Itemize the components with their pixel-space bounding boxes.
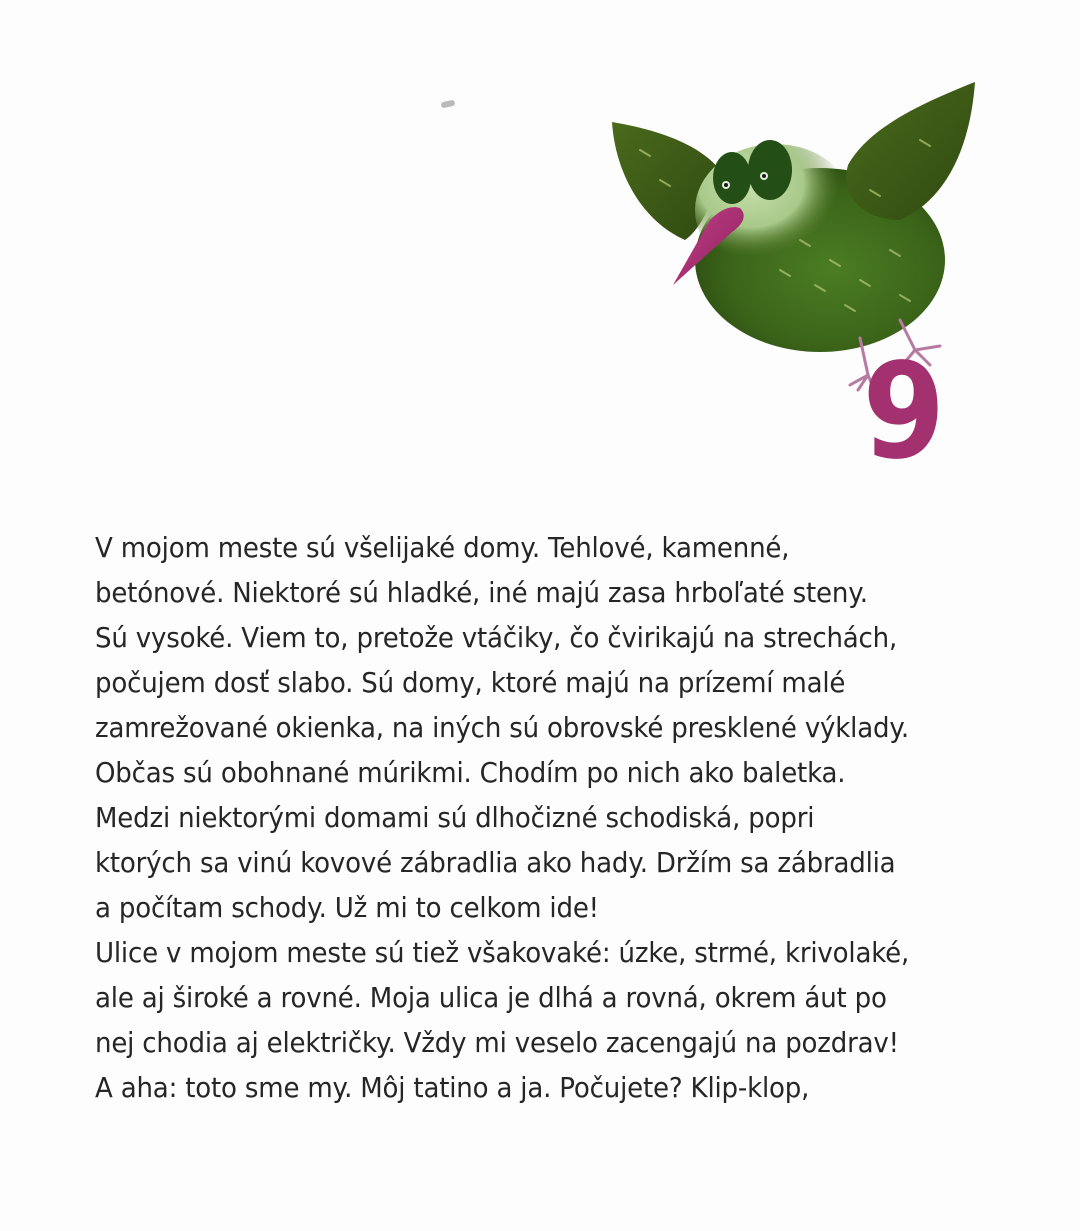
story-line: V mojom meste sú všelijaké domy. Tehlové, kamenné, [95, 531, 790, 564]
story-line: Medzi niektorými domami sú dlhočizné schodiská, popri [95, 801, 815, 834]
story-line: počujem dosť slabo. Sú domy, ktoré majú na prízemí malé [95, 666, 846, 699]
print-speck [441, 100, 456, 109]
story-line: betónové. Niektoré sú hladké, iné majú zasa hrboľaté steny. [95, 576, 868, 609]
story-line: Občas sú obohnané múrikmi. Chodím po nich ako baletka. [95, 756, 846, 789]
story-line: A aha: toto sme my. Môj tatino a ja. Počujete? Klip-klop, [95, 1071, 810, 1104]
story-line: Sú vysoké. Viem to, pretože vtáčiky, čo čvirikajú na strechách, [95, 621, 898, 654]
story-line: nej chodia aj električky. Vždy mi veselo zacengajú na pozdrav! [95, 1026, 899, 1059]
story-line: ale aj široké a rovné. Moja ulica je dlhá a rovná, okrem áut po [95, 981, 887, 1014]
page-number: 9 [862, 335, 946, 489]
story-line: a počítam schody. Už mi to celkom ide! [95, 891, 599, 924]
story-line: Ulice v mojom meste sú tiež všakovaké: úzke, strmé, krivolaké, [95, 936, 910, 969]
story-line: ktorých sa vinú kovové zábradlia ako hady. Držím sa zábradlia [95, 846, 896, 879]
story-line: zamrežované okienka, na iných sú obrovské presklené výklady. [95, 711, 909, 744]
story-text [95, 525, 995, 1110]
